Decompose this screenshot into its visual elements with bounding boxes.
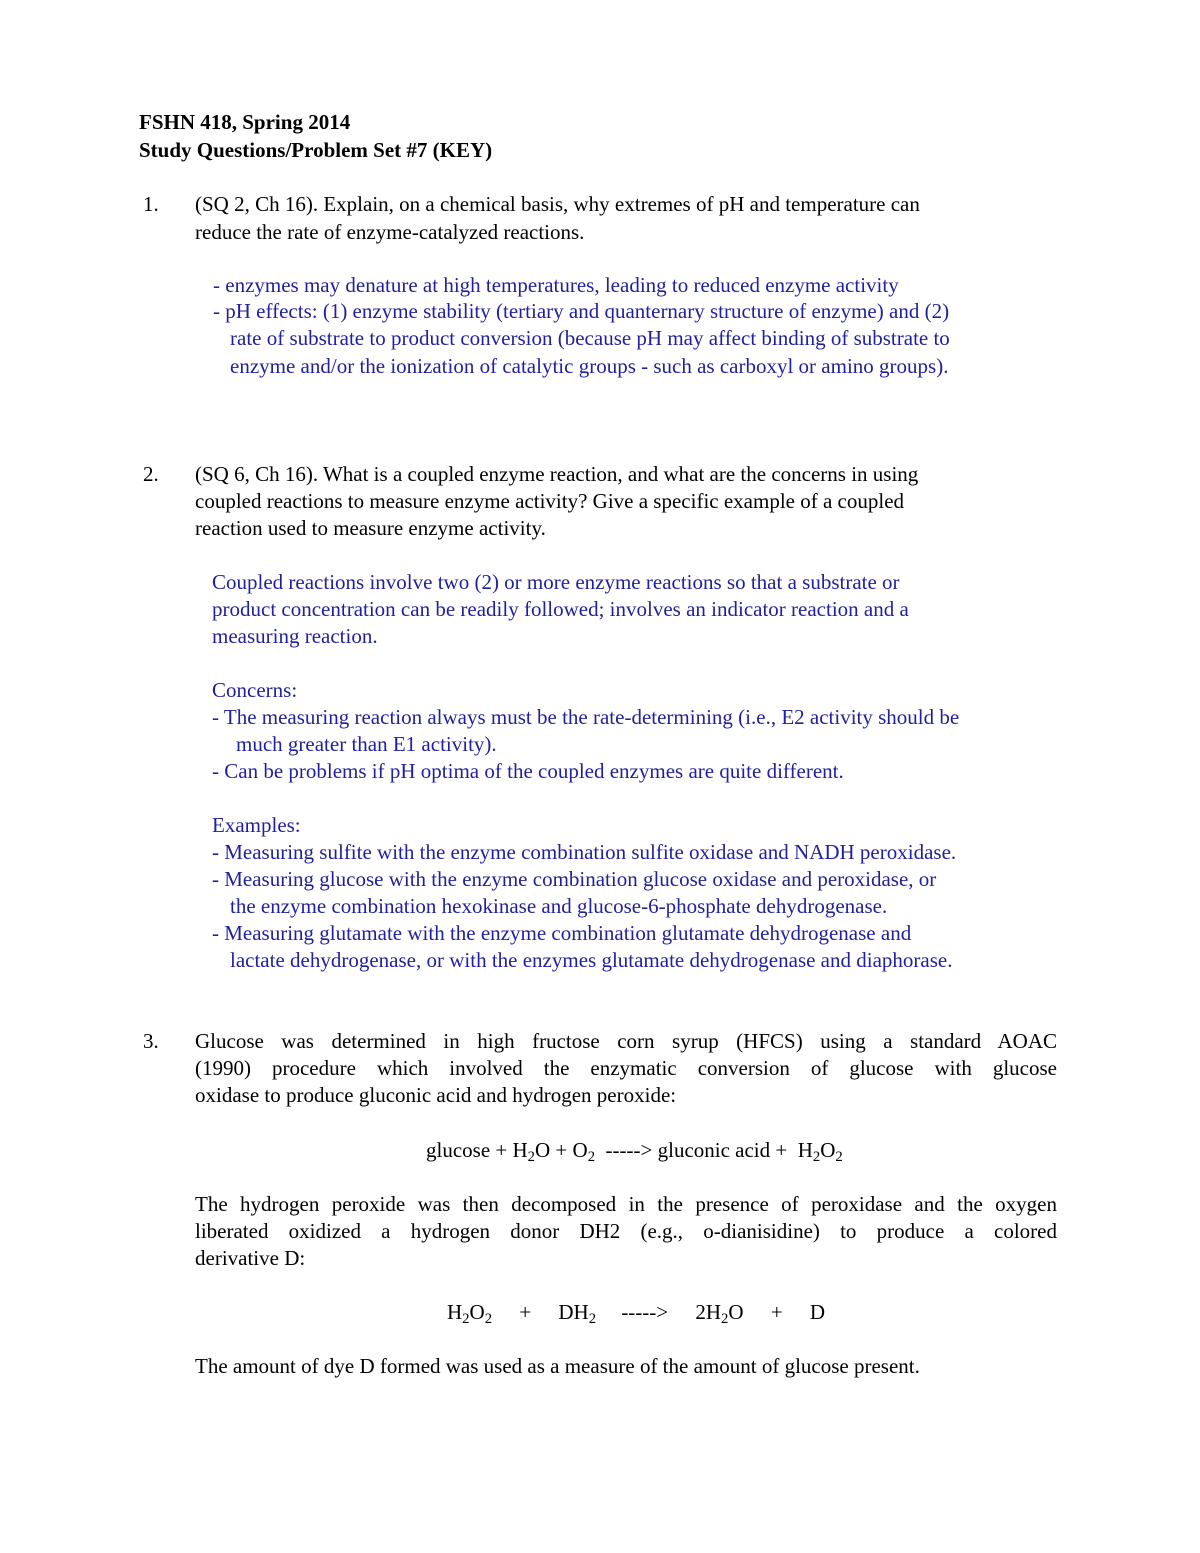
example-1: - Measuring sulfite with the enzyme combination sulfite oxidase and NADH peroxidase. — [212, 840, 957, 864]
answer-1-line-1: - enzymes may denature at high temperatures, leading to reduced enzyme activity — [213, 273, 899, 297]
answer-1-line-2: - pH effects: (1) enzyme stability (tertiary and quanternary structure of enzyme) and (2) — [213, 299, 950, 323]
question-2-line-3: reaction used to measure enzyme activity. — [195, 516, 546, 540]
question-2-number: 2. — [143, 462, 159, 486]
conclusion: The amount of dye D formed was used as a measure of the amount of glucose present. — [195, 1354, 920, 1378]
question-3-intro-1: Glucose was determined in high fructose corn syrup (HFCS) using a standard AOAC — [195, 1029, 1057, 1053]
paragraph-2-line-3: derivative D: — [195, 1246, 306, 1270]
paragraph-2-line-1: The hydrogen peroxide was then decomposed in the presence of peroxidase and the oxygen — [195, 1192, 1057, 1216]
problem-set-title: Study Questions/Problem Set #7 (KEY) — [139, 138, 493, 162]
answer-2-intro-1: Coupled reactions involve two (2) or more enzyme reactions so that a substrate or — [212, 570, 900, 594]
equation-peroxide-decomposition: $H_2O_2 + DH_2$ -----> $2H_2O + D$ — [447, 1300, 826, 1328]
question-1-line-2: reduce the rate of enzyme-catalyzed reactions. — [195, 220, 585, 244]
examples-heading: Examples: — [212, 813, 301, 837]
course-title: FSHN 418, Spring 2014 — [139, 110, 351, 134]
answer-2-intro-3: measuring reaction. — [212, 624, 378, 648]
example-3-line-1: - Measuring glutamate with the enzyme combination glutamate dehydrogenase and — [212, 921, 912, 945]
answer-2-intro-2: product concentration can be readily followed; involves an indicator reaction and a — [212, 597, 909, 621]
answer-1-line-4: enzyme and/or the ionization of catalytic groups - such as carboxyl or amino groups). — [230, 354, 949, 378]
answer-1-line-3: rate of substrate to product conversion (because pH may affect binding of substrate to — [230, 326, 950, 350]
concern-1-line-1: - The measuring reaction always must be the rate-determining (i.e., E2 activity should be — [212, 705, 960, 729]
concern-1-line-2: much greater than E1 activity). — [236, 732, 497, 756]
question-2-line-2: coupled reactions to measure enzyme activity? Give a specific example of a coupled — [195, 489, 905, 513]
question-1-number: 1. — [143, 192, 159, 216]
example-3-line-2: lactate dehydrogenase, or with the enzymes glutamate dehydrogenase and diaphorase. — [230, 948, 953, 972]
question-1-line-1: (SQ 2, Ch 16). Explain, on a chemical basis, why extremes of pH and temperature can — [195, 192, 920, 216]
example-2-line-2: the enzyme combination hexokinase and glucose-6-phosphate dehydrogenase. — [230, 894, 888, 918]
concern-2: - Can be problems if pH optima of the coupled enzymes are quite different. — [212, 759, 844, 783]
equation-glucose-oxidation: $glucose + H_2O + O_2$ -----> gluconic acid + $H_2O_2$ — [426, 1138, 843, 1166]
question-3-intro-2: (1990) procedure which involved the enzymatic conversion of glucose with glucose — [195, 1056, 1057, 1080]
concerns-heading: Concerns: — [212, 678, 298, 702]
question-3-number: 3. — [143, 1029, 159, 1053]
question-2-line-1: (SQ 6, Ch 16). What is a coupled enzyme reaction, and what are the concerns in using — [195, 462, 919, 486]
question-3-intro-3: oxidase to produce gluconic acid and hydrogen peroxide: — [195, 1083, 677, 1107]
paragraph-2-line-2: liberated oxidized a hydrogen donor DH2 (e.g., o-dianisidine) to produce a colored — [195, 1219, 1057, 1243]
example-2-line-1: - Measuring glucose with the enzyme combination glucose oxidase and peroxidase, or — [212, 867, 937, 891]
